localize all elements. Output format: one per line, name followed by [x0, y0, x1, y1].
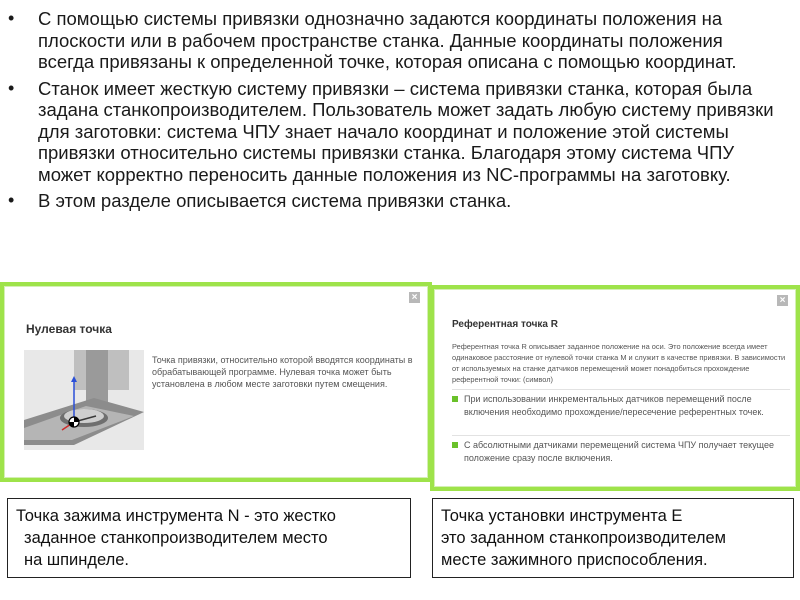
divider	[452, 389, 790, 390]
bullet-item	[0, 78, 780, 186]
bullet-item	[0, 190, 780, 212]
list-item	[452, 393, 792, 419]
bullet-marker: •	[8, 190, 15, 210]
panel-title: Нулевая точка	[26, 322, 112, 336]
bullet-item	[0, 8, 780, 73]
bullet-text: В этом разделе описывается система привязки станка.	[38, 190, 512, 211]
panel-text: Точка привязки, относительно которой вводятся координаты в обрабатывающей программе. Нулевая точка может быть установлена в любом месте заготовки путем смещения.	[152, 355, 413, 389]
bullet-marker: •	[8, 8, 15, 28]
panel-intro: Референтная точка R описывает заданное положение на оси. Это положение всегда имеет одинаковое расстояние от нулевой точки станка M и служит в качестве привязки. В зависимости от используемых на станке датчиков перемещений может понадобиться прохождение референтной точки: (символ)	[452, 342, 786, 384]
panel-title: Референтная точка R	[452, 319, 558, 330]
box-line: Точка установки инструмента E	[441, 507, 683, 525]
box-line: это заданном станкопроизводителем	[441, 529, 727, 547]
box-line: заданное станкопроизводителем место	[24, 529, 328, 547]
divider	[452, 435, 790, 436]
list-item-text: При использовании инкрементальных датчиков перемещений после включения необходимо прохождение/пересечение референтных точек.	[464, 394, 764, 417]
close-icon[interactable]: ×	[777, 295, 788, 306]
box-line: Точка зажима инструмента N - это жестко	[16, 507, 336, 525]
list-item	[452, 439, 792, 465]
machine-table-illustration	[24, 350, 144, 450]
bullet-text: Станок имеет жесткую систему привязки – система привязки станка, которая была задана станкопроизводителем. Пользователь может задать любую систему привязки для заготовки: система ЧПУ знает начало координат и положение этой системы привязки относительно системы привязки станка. Благодаря этому система ЧПУ может корректно переносить данные положения из NC-программы на заготовку.	[38, 77, 774, 185]
bullet-marker: •	[8, 77, 15, 98]
checkmark-icon	[452, 396, 458, 402]
box-line: на шпинделе.	[24, 551, 130, 569]
zero-point-panel	[0, 282, 432, 482]
close-icon[interactable]: ×	[409, 292, 420, 303]
tool-setting-point-box	[432, 498, 794, 578]
list-item-text: С абсолютными датчиками перемещений система ЧПУ получает текущее положение сразу после включения.	[464, 440, 774, 463]
reference-point-panel	[430, 285, 800, 491]
bullet-list	[0, 8, 780, 217]
tool-clamp-point-box	[7, 498, 411, 578]
bullet-text: С помощью системы привязки однозначно задаются координаты положения на плоскости или в рабочем пространстве станка. Данные координаты положения всегда привязаны к определенной точке, которая описана с помощью координат.	[38, 8, 737, 72]
box-line: месте зажимного приспособления.	[441, 551, 708, 569]
checkmark-icon	[452, 442, 458, 448]
